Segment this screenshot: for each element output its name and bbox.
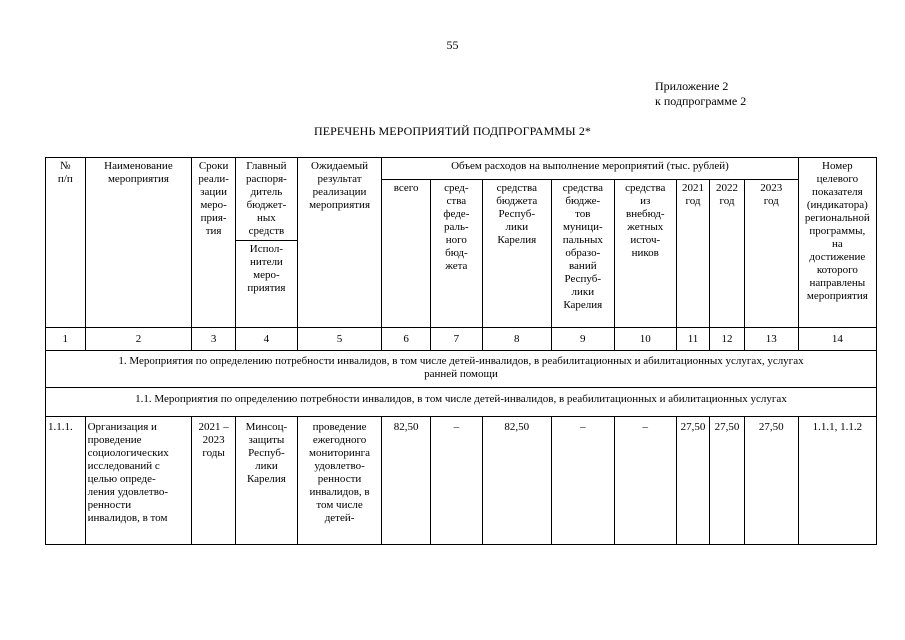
header-executors: Испол- нители меро- приятия [235,241,297,328]
header-municipal-budget: средства бюдже- тов муници- пальных образо- ваний Респуб- лики Карелия [551,180,614,328]
row-terms: 2021 – 2023 годы [192,417,236,545]
column-number: 6 [382,328,431,351]
section-1-row [46,351,877,388]
header-expected-result: Ожидаемый результат реализации мероприятия [297,158,381,328]
header-extrabudget: средства из внебюд- жетных источ- ников [614,180,676,328]
header-republic-budget: средства бюджета Респуб- лики Карелия [482,180,551,328]
row-total: 82,50 [382,417,431,545]
column-number: 4 [235,328,297,351]
header-row-1 [46,158,877,180]
header-target-indicator: Номер целевого показателя (индикатора) региональной программы, на достижение которого направлены мероприятия [798,158,876,328]
column-number: 3 [192,328,236,351]
header-total: всего [382,180,431,328]
header-num: № п/п [46,158,86,328]
column-number: 8 [482,328,551,351]
row-republic-budget: 82,50 [482,417,551,545]
row-extrabudget: – [614,417,676,545]
row-year-2021: 27,50 [676,417,710,545]
page-number: 55 [446,38,459,52]
table-row [46,417,877,545]
header-volume: Объем расходов на выполнение мероприятий (тыс. рублей) [382,158,798,180]
row-target-indicator: 1.1.1, 1.1.2 [798,417,876,545]
column-number: 2 [85,328,192,351]
column-number: 10 [614,328,676,351]
row-activity-name: Организация и проведение социологических исследований с целью опреде- ления удовлетво- ренности инвалидов, в том [85,417,192,545]
row-year-2022: 27,50 [710,417,745,545]
column-number: 13 [744,328,798,351]
header-federal: сред- ства феде- раль- ного бюд- жета [430,180,482,328]
appendix-note [655,79,746,109]
column-number: 1 [46,328,86,351]
activities-table [45,157,877,545]
appendix-line-2: к подпрограмме 2 [655,94,747,108]
document-title: ПЕРЕЧЕНЬ МЕРОПРИЯТИЙ ПОДПРОГРАММЫ 2* [313,124,592,138]
section-1-heading: 1. Мероприятия по определению потребности инвалидов, в том числе детей-инвалидов, в реабилитационных и абилитационных услугах, услугах ранней помощи [46,351,877,388]
row-year-2023: 27,50 [744,417,798,545]
column-number: 12 [710,328,745,351]
row-number: 1.1.1. [46,417,86,545]
header-year-2022: 2022 год [710,180,745,328]
header-terms: Сроки реали- зации меро- прия- тия [192,158,236,328]
column-number: 5 [297,328,381,351]
row-municipal-budget: – [551,417,614,545]
header-year-2021: 2021 год [676,180,710,328]
section-1-1-heading: 1.1. Мероприятия по определению потребности инвалидов, в том числе детей-инвалидов, в реабилитационных и абилитационных услугах [46,388,877,417]
header-name: Наименование мероприятия [85,158,192,328]
column-number: 7 [430,328,482,351]
header-main-admin: Главный распоря- дитель бюджет- ных средств [235,158,297,241]
header-year-2023: 2023 год [744,180,798,328]
column-numbers-row [46,328,877,351]
column-number: 9 [551,328,614,351]
row-federal: – [430,417,482,545]
column-number: 11 [676,328,710,351]
row-expected-result: проведение ежегодного мониторинга удовлетво- ренности инвалидов, в том числе детей- [297,417,381,545]
section-1-1-row [46,388,877,417]
appendix-line-1: Приложение 2 [655,79,729,93]
column-number: 14 [798,328,876,351]
row-executor: Минсоц- защиты Респуб- лики Карелия [235,417,297,545]
